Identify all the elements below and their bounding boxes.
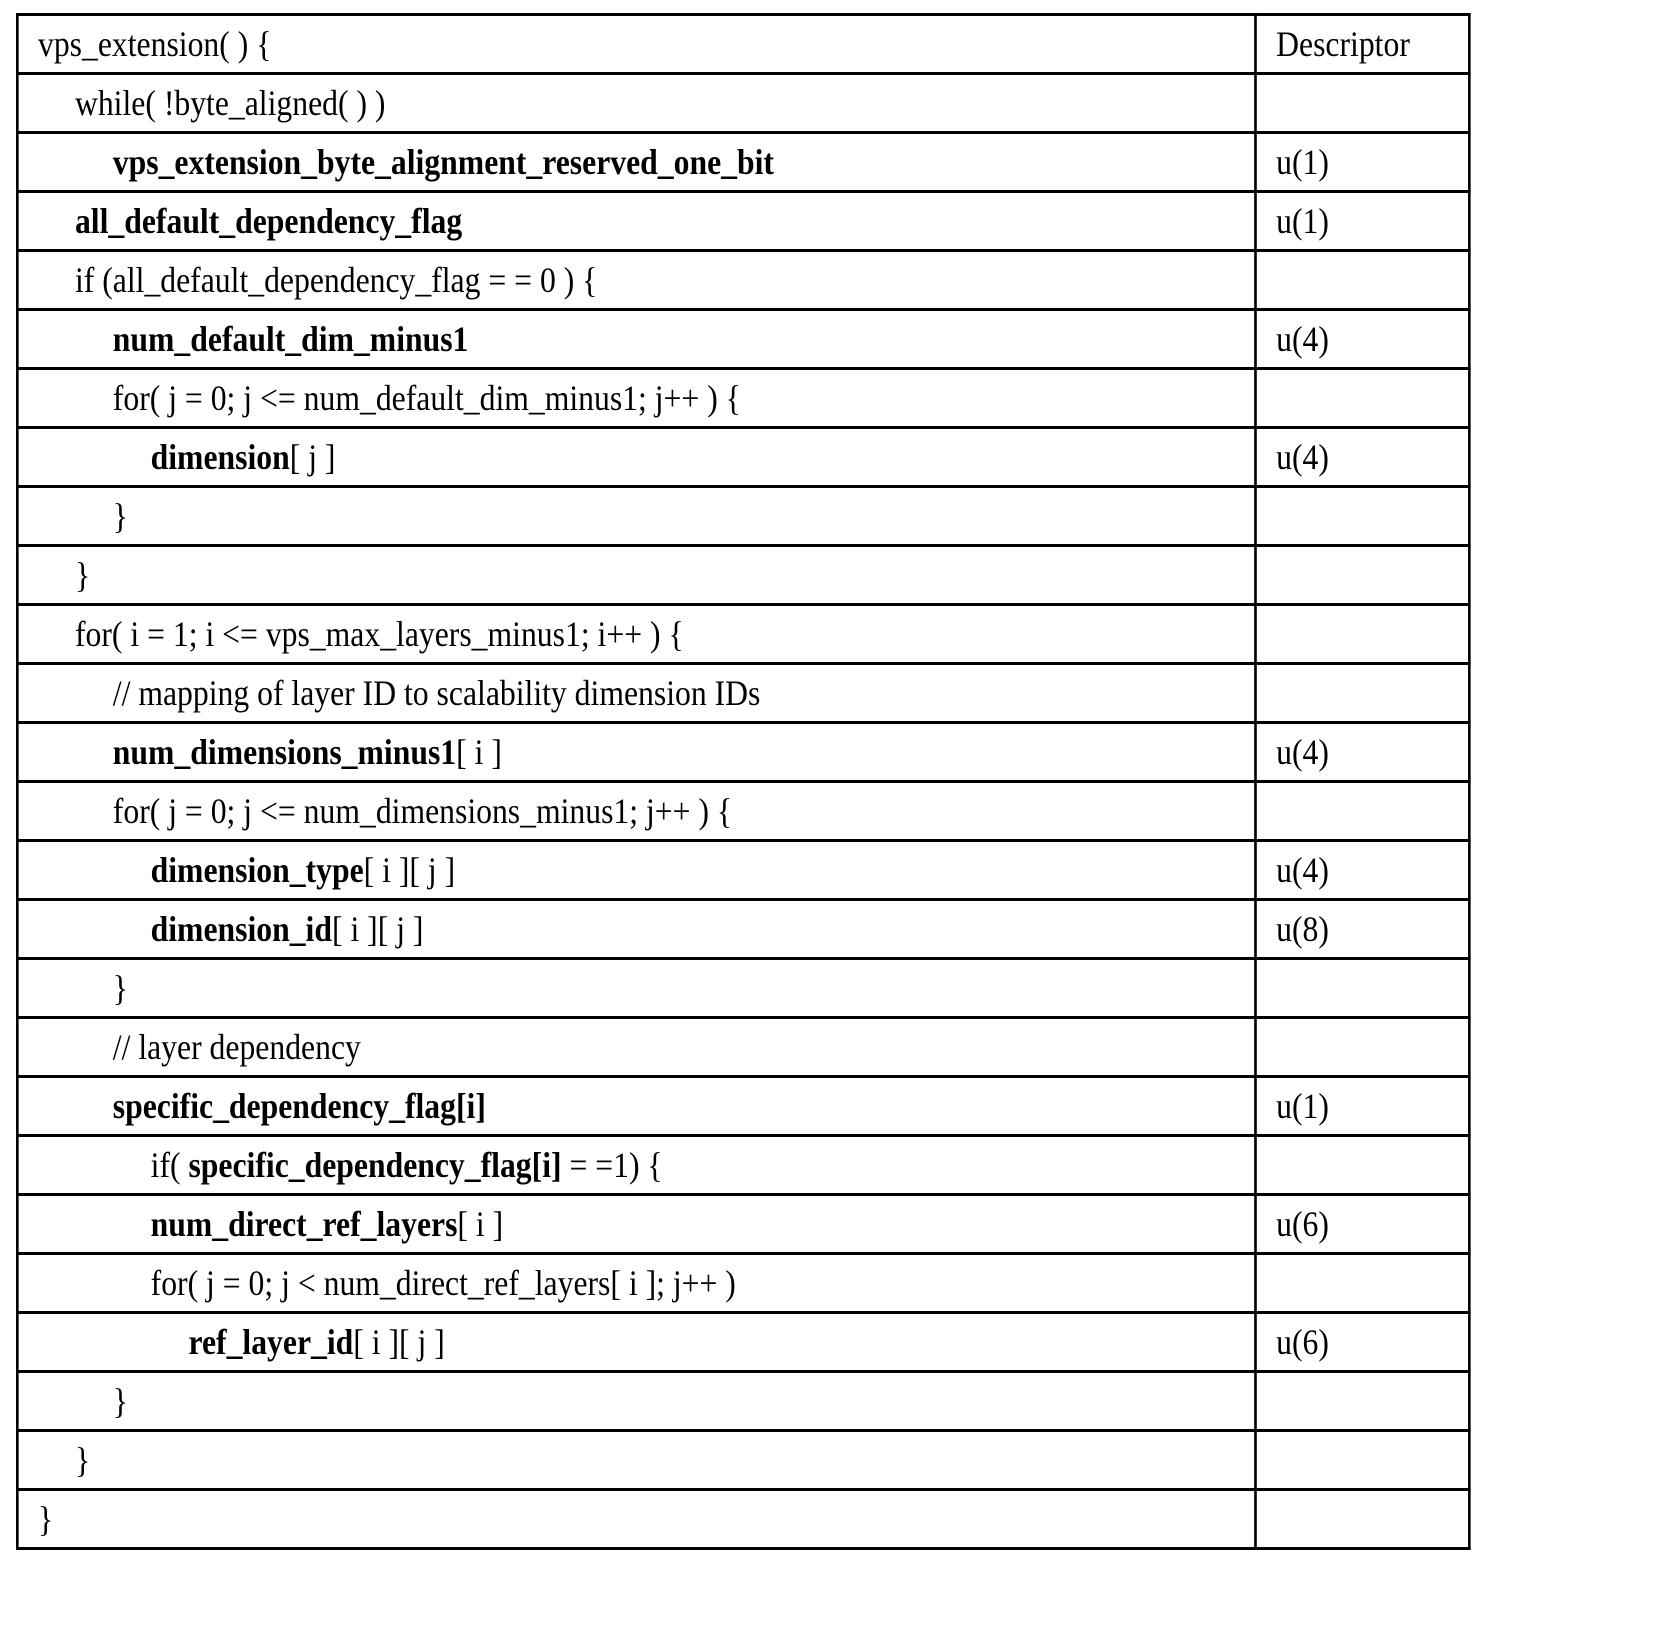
descriptor-cell bbox=[1255, 782, 1469, 841]
descriptor-cell: u(4) bbox=[1255, 310, 1469, 369]
table-row bbox=[17, 605, 1469, 664]
syntax-cell bbox=[17, 900, 1255, 959]
syntax-cell bbox=[17, 1490, 1255, 1549]
syntax-text: [ i ] bbox=[456, 732, 502, 772]
table-row bbox=[17, 192, 1469, 251]
syntax-text: = =1) { bbox=[561, 1145, 663, 1185]
syntax-cell bbox=[17, 74, 1255, 133]
syntax-cell bbox=[17, 487, 1255, 546]
syntax-element-name: num_dimensions_minus1 bbox=[112, 732, 457, 772]
table-row bbox=[17, 1136, 1469, 1195]
descriptor-header-cell: Descriptor bbox=[1255, 15, 1469, 74]
descriptor-cell bbox=[1255, 74, 1469, 133]
table-row bbox=[17, 1431, 1469, 1490]
syntax-text: // mapping of layer ID to scalability dimension IDs bbox=[112, 673, 761, 713]
syntax-text: } bbox=[38, 1499, 54, 1539]
syntax-cell bbox=[17, 782, 1255, 841]
syntax-cell bbox=[17, 723, 1255, 782]
syntax-text: for( i = 1; i <= vps_max_layers_minus1; i++ ) { bbox=[74, 614, 684, 654]
syntax-text: for( j = 0; j <= num_default_dim_minus1; j++ ) { bbox=[112, 378, 741, 418]
syntax-header-cell: vps_extension( ) { bbox=[17, 15, 1255, 74]
descriptor-cell: u(4) bbox=[1255, 841, 1469, 900]
syntax-cell bbox=[17, 369, 1255, 428]
syntax-element-name: dimension_id bbox=[150, 909, 332, 949]
syntax-text: if( bbox=[150, 1145, 189, 1185]
syntax-text: [ i ][ j ] bbox=[353, 1322, 445, 1362]
table-row bbox=[17, 900, 1469, 959]
syntax-cell bbox=[17, 1254, 1255, 1313]
syntax-text: [ i ][ j ] bbox=[363, 850, 456, 890]
syntax-cell bbox=[17, 1018, 1255, 1077]
table-row bbox=[17, 428, 1469, 487]
table-row bbox=[17, 1372, 1469, 1431]
descriptor-cell bbox=[1255, 487, 1469, 546]
table-row bbox=[17, 1195, 1469, 1254]
table-row bbox=[17, 1077, 1469, 1136]
syntax-cell bbox=[17, 428, 1255, 487]
syntax-cell bbox=[17, 841, 1255, 900]
syntax-element-name: all_default_dependency_flag bbox=[74, 201, 463, 241]
table-row bbox=[17, 1490, 1469, 1549]
syntax-text: if (all_default_dependency_flag = = 0 ) { bbox=[74, 260, 598, 300]
table-row bbox=[17, 546, 1469, 605]
syntax-cell bbox=[17, 605, 1255, 664]
syntax-text: } bbox=[112, 1381, 129, 1421]
syntax-text: [ j ] bbox=[289, 437, 336, 477]
descriptor-cell bbox=[1255, 1372, 1469, 1431]
descriptor-cell: u(1) bbox=[1255, 133, 1469, 192]
syntax-cell bbox=[17, 546, 1255, 605]
table-row bbox=[17, 74, 1469, 133]
descriptor-cell bbox=[1255, 605, 1469, 664]
syntax-element-name: specific_dependency_flag[i] bbox=[188, 1145, 562, 1185]
table-row bbox=[17, 782, 1469, 841]
table-row bbox=[17, 723, 1469, 782]
syntax-cell bbox=[17, 1077, 1255, 1136]
syntax-text: [ i ] bbox=[457, 1204, 504, 1244]
descriptor-cell: u(6) bbox=[1255, 1313, 1469, 1372]
descriptor-cell: u(4) bbox=[1255, 723, 1469, 782]
table-row bbox=[17, 664, 1469, 723]
syntax-cell bbox=[17, 959, 1255, 1018]
table-row bbox=[17, 310, 1469, 369]
descriptor-cell bbox=[1255, 664, 1469, 723]
syntax-cell bbox=[17, 1313, 1255, 1372]
descriptor-cell: u(6) bbox=[1255, 1195, 1469, 1254]
syntax-text: } bbox=[74, 555, 91, 595]
table-row bbox=[17, 1313, 1469, 1372]
syntax-cell bbox=[17, 1136, 1255, 1195]
syntax-element-name: vps_extension_byte_alignment_reserved_one_bit bbox=[112, 142, 774, 182]
descriptor-cell bbox=[1255, 1254, 1469, 1313]
descriptor-cell bbox=[1255, 369, 1469, 428]
syntax-cell bbox=[17, 1195, 1255, 1254]
table-row bbox=[17, 133, 1469, 192]
syntax-element-name: specific_dependency_flag[i] bbox=[112, 1086, 486, 1126]
syntax-text: // layer dependency bbox=[112, 1027, 361, 1067]
syntax-text: } bbox=[112, 496, 129, 536]
table-row bbox=[17, 369, 1469, 428]
syntax-text: [ i ][ j ] bbox=[331, 909, 424, 949]
descriptor-cell: u(4) bbox=[1255, 428, 1469, 487]
descriptor-cell bbox=[1255, 959, 1469, 1018]
descriptor-cell: u(1) bbox=[1255, 1077, 1469, 1136]
syntax-cell bbox=[17, 664, 1255, 723]
syntax-element-name: num_direct_ref_layers bbox=[150, 1204, 458, 1244]
syntax-text: } bbox=[74, 1440, 91, 1480]
syntax-cell bbox=[17, 192, 1255, 251]
syntax-element-name: dimension_type bbox=[150, 850, 364, 890]
descriptor-cell: u(8) bbox=[1255, 900, 1469, 959]
table-row bbox=[17, 959, 1469, 1018]
table-row bbox=[17, 487, 1469, 546]
syntax-text: for( j = 0; j <= num_dimensions_minus1; j++ ) { bbox=[112, 791, 733, 831]
syntax-table bbox=[16, 13, 1471, 1550]
descriptor-cell bbox=[1255, 1018, 1469, 1077]
descriptor-cell bbox=[1255, 251, 1469, 310]
descriptor-cell bbox=[1255, 546, 1469, 605]
syntax-cell bbox=[17, 1431, 1255, 1490]
syntax-element-name: dimension bbox=[150, 437, 290, 477]
table-header-row bbox=[17, 15, 1469, 74]
syntax-element-name: num_default_dim_minus1 bbox=[112, 319, 469, 359]
syntax-text: for( j = 0; j < num_direct_ref_layers[ i ]; j++ ) bbox=[150, 1263, 736, 1303]
table-row bbox=[17, 1254, 1469, 1313]
table-row bbox=[17, 841, 1469, 900]
syntax-cell bbox=[17, 310, 1255, 369]
descriptor-cell: u(1) bbox=[1255, 192, 1469, 251]
table-row bbox=[17, 251, 1469, 310]
syntax-text: } bbox=[112, 968, 129, 1008]
descriptor-cell bbox=[1255, 1136, 1469, 1195]
syntax-element-name: ref_layer_id bbox=[188, 1322, 354, 1362]
descriptor-cell bbox=[1255, 1490, 1469, 1549]
syntax-cell bbox=[17, 133, 1255, 192]
syntax-text: while( !byte_aligned( ) ) bbox=[74, 83, 386, 123]
syntax-cell bbox=[17, 251, 1255, 310]
table-row bbox=[17, 1018, 1469, 1077]
descriptor-cell bbox=[1255, 1431, 1469, 1490]
syntax-cell bbox=[17, 1372, 1255, 1431]
